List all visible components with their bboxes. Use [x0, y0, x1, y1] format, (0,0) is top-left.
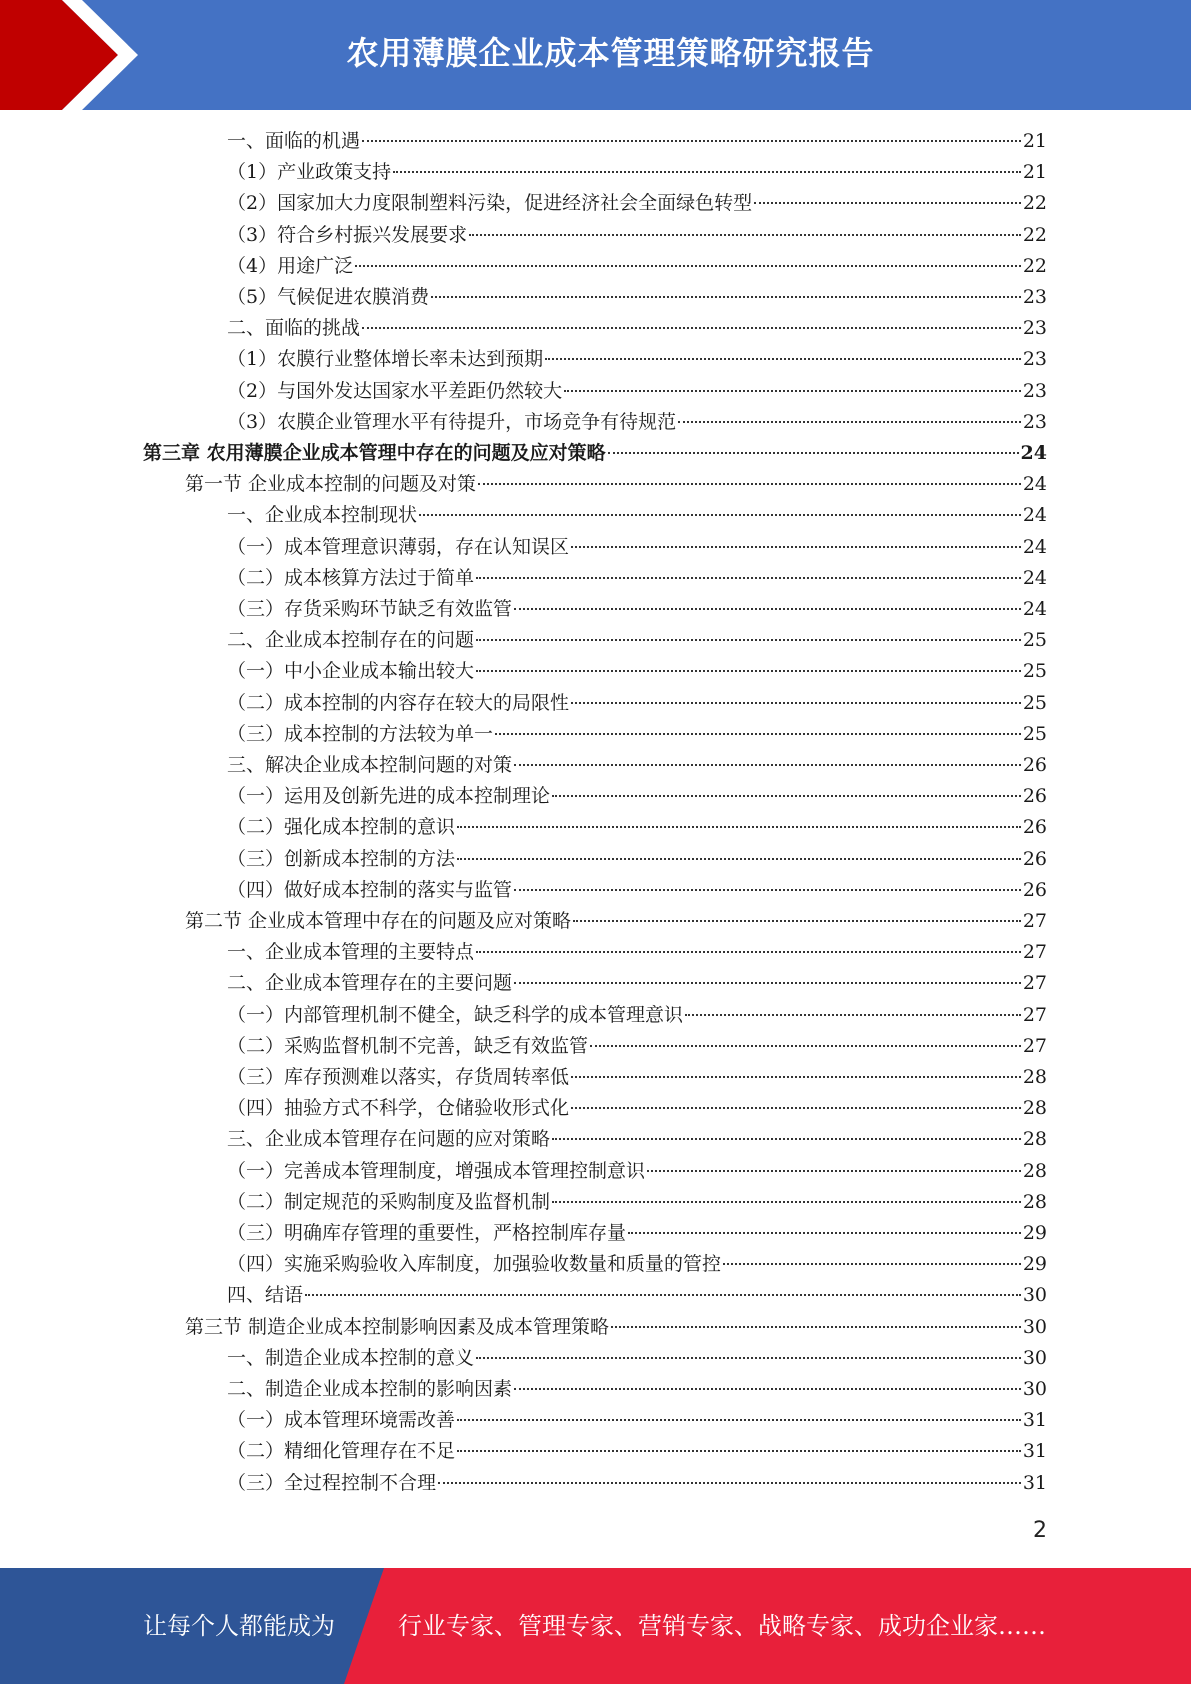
- toc-entry[interactable]: [227, 126, 1047, 157]
- toc-entry-page: 28: [1022, 1066, 1047, 1088]
- toc-entry[interactable]: [185, 469, 1047, 500]
- toc-entry[interactable]: [227, 719, 1047, 750]
- toc-entry-label: 第三章 农用薄膜企业成本管理中存在的问题及应对策略: [143, 442, 606, 464]
- toc-dot-leader: [571, 1106, 1021, 1109]
- toc-entry-label: 三、企业成本管理存在问题的应对策略: [227, 1128, 551, 1151]
- toc-entry[interactable]: [227, 1093, 1047, 1124]
- toc-entry[interactable]: [227, 844, 1047, 875]
- toc-entry[interactable]: [227, 407, 1047, 438]
- toc-entry-label: （一）成本管理环境需改善: [227, 1409, 456, 1432]
- toc-entry-page: 23: [1022, 286, 1047, 308]
- toc-dot-leader: [305, 1293, 1021, 1296]
- toc-dot-leader: [362, 326, 1021, 329]
- toc-entry[interactable]: [227, 1249, 1047, 1280]
- toc-entry-label: （三）全过程控制不合理: [227, 1471, 437, 1494]
- toc-entry-page: 27: [1022, 972, 1047, 995]
- toc-entry-page: 23: [1022, 410, 1047, 433]
- toc-entry-page: 23: [1022, 317, 1047, 340]
- toc-entry-label: （二）精细化管理存在不足: [227, 1440, 456, 1463]
- toc-entry[interactable]: [227, 1031, 1047, 1062]
- toc-dot-leader: [552, 794, 1021, 797]
- toc-entry-page: 29: [1022, 1253, 1047, 1276]
- toc-entry-page: 26: [1022, 754, 1047, 776]
- toc-entry-label: （三）创新成本控制的方法: [227, 847, 456, 870]
- toc-entry-label: 二、企业成本控制存在的问题: [227, 629, 475, 652]
- toc-dot-leader: [628, 1231, 1021, 1234]
- toc-entry[interactable]: [227, 344, 1047, 375]
- page-footer: [0, 1568, 1191, 1684]
- toc-entry[interactable]: [227, 1156, 1047, 1187]
- toc-dot-leader: [571, 701, 1021, 704]
- toc-entry-page: 24: [1022, 504, 1047, 527]
- toc-dot-leader: [514, 888, 1021, 891]
- toc-entry-label: （二）采购监督机制不完善，缺乏有效监管: [227, 1034, 589, 1057]
- toc-entry-label: （4）用途广泛: [227, 254, 354, 277]
- toc-entry[interactable]: [227, 251, 1047, 282]
- footer-slogan-right: 行业专家、管理专家、营销专家、战略专家、成功企业家……: [398, 1612, 1046, 1640]
- toc-entry[interactable]: [227, 688, 1047, 719]
- toc-dot-leader: [685, 1013, 1021, 1016]
- toc-entry-label: 第二节 企业成本管理中存在的问题及应对策略: [185, 910, 572, 932]
- toc-entry[interactable]: [227, 1468, 1047, 1499]
- toc-dot-leader: [514, 763, 1021, 766]
- toc-entry-label: （1）农膜行业整体增长率未达到预期: [227, 348, 544, 371]
- toc-entry-page: 25: [1022, 629, 1047, 652]
- toc-entry-page: 24: [1020, 442, 1047, 464]
- toc-dot-leader: [647, 1169, 1021, 1172]
- toc-entry[interactable]: [227, 937, 1047, 968]
- toc-entry[interactable]: [227, 313, 1047, 344]
- toc-entry-page: 21: [1022, 161, 1047, 184]
- toc-entry-page: 31: [1022, 1440, 1047, 1463]
- toc-entry-page: 26: [1022, 785, 1047, 808]
- toc-entry[interactable]: [227, 188, 1047, 219]
- toc-dot-leader: [754, 201, 1021, 204]
- toc-entry-label: （2）与国外发达国家水平差距仍然较大: [227, 379, 563, 402]
- toc-entry[interactable]: [227, 625, 1047, 656]
- toc-entry-label: （一）中小企业成本输出较大: [227, 660, 475, 683]
- toc-dot-leader: [723, 1262, 1021, 1265]
- toc-entry-page: 30: [1022, 1346, 1047, 1369]
- toc-entry[interactable]: [227, 594, 1047, 625]
- page-number: 2: [1033, 1518, 1047, 1543]
- toc-entry-page: 27: [1022, 941, 1047, 964]
- toc-dot-leader: [457, 1418, 1021, 1421]
- toc-entry-page: 25: [1022, 722, 1047, 745]
- toc-entry-label: （二）成本核算方法过于简单: [227, 566, 475, 589]
- footer-slogan-left: 让每个人都能成为: [143, 1612, 335, 1640]
- toc-dot-leader: [476, 1356, 1021, 1359]
- toc-entry[interactable]: [227, 656, 1047, 687]
- toc-dot-leader: [478, 482, 1021, 485]
- toc-entry-page: 23: [1022, 379, 1047, 402]
- toc-dot-leader: [476, 638, 1021, 641]
- toc-entry[interactable]: [227, 968, 1047, 999]
- toc-entry-page: 25: [1022, 691, 1047, 714]
- toc-entry-page: 24: [1022, 598, 1047, 620]
- toc-entry-label: （一）完善成本管理制度，增强成本管理控制意识: [227, 1159, 646, 1182]
- toc-entry[interactable]: [227, 812, 1047, 843]
- toc-entry-label: （三）成本控制的方法较为单一: [227, 722, 494, 745]
- report-title: 农用薄膜企业成本管理策略研究报告: [346, 34, 875, 72]
- toc-entry-page: 31: [1022, 1409, 1047, 1432]
- toc-entry-label: 一、制造企业成本控制的意义: [227, 1346, 475, 1369]
- toc-entry-label: 一、企业成本控制现状: [227, 504, 418, 527]
- toc-entry-label: （二）强化成本控制的意识: [227, 816, 456, 839]
- toc-dot-leader: [552, 1137, 1021, 1140]
- toc-entry[interactable]: [227, 220, 1047, 251]
- toc-dot-leader: [573, 919, 1021, 922]
- toc-entry-page: 31: [1022, 1471, 1047, 1494]
- toc-entry-label: （3）符合乡村振兴发展要求: [227, 223, 468, 246]
- toc-dot-leader: [476, 576, 1021, 579]
- toc-entry-page: 21: [1022, 130, 1047, 152]
- toc-entry-page: 28: [1022, 1128, 1047, 1151]
- toc-dot-leader: [362, 139, 1021, 142]
- toc-entry[interactable]: [227, 1343, 1047, 1374]
- toc-dot-leader: [678, 420, 1021, 423]
- toc-entry-page: 23: [1022, 348, 1047, 371]
- toc-entry-page: 25: [1022, 660, 1047, 683]
- toc-dot-leader: [571, 545, 1021, 548]
- toc-entry-label: 二、制造企业成本控制的影响因素: [227, 1378, 513, 1400]
- toc-entry-label: （一）运用及创新先进的成本控制理论: [227, 785, 551, 808]
- toc-dot-leader: [476, 950, 1021, 953]
- toc-entry[interactable]: [227, 1280, 1047, 1311]
- toc-entry-page: 24: [1022, 473, 1047, 496]
- toc-entry-label: （二）制定规范的采购制度及监督机制: [227, 1190, 551, 1213]
- toc-entry[interactable]: [227, 282, 1047, 313]
- toc-dot-leader: [495, 732, 1021, 735]
- toc-entry-label: （5）气候促进农膜消费: [227, 286, 430, 308]
- toc-dot-leader: [438, 1481, 1021, 1484]
- toc-dot-leader: [393, 170, 1021, 173]
- toc-entry[interactable]: [227, 532, 1047, 563]
- toc-entry-page: 22: [1022, 192, 1047, 215]
- toc-entry[interactable]: [227, 1187, 1047, 1218]
- toc-entry-label: （二）成本控制的内容存在较大的局限性: [227, 691, 570, 714]
- toc-entry-label: （1）产业政策支持: [227, 161, 392, 184]
- toc-dot-leader: [514, 981, 1021, 984]
- toc-entry-page: 24: [1022, 535, 1047, 558]
- toc-entry-label: （四）抽验方式不科学，仓储验收形式化: [227, 1097, 570, 1120]
- toc-entry-page: 24: [1022, 566, 1047, 589]
- toc-dot-leader: [608, 451, 1019, 454]
- toc-entry[interactable]: [227, 376, 1047, 407]
- toc-entry[interactable]: [227, 1124, 1047, 1155]
- toc-entry-label: 二、面临的挑战: [227, 317, 361, 340]
- toc-dot-leader: [476, 669, 1021, 672]
- toc-entry-label: （四）做好成本控制的落实与监管: [227, 878, 513, 901]
- toc-entry-page: 26: [1022, 816, 1047, 839]
- toc-dot-leader: [571, 1075, 1021, 1078]
- toc-entry-page: 28: [1022, 1097, 1047, 1120]
- toc-entry[interactable]: [227, 1000, 1047, 1031]
- toc-dot-leader: [590, 1044, 1021, 1047]
- toc-entry-label: 第三节 制造企业成本控制影响因素及成本管理策略: [185, 1315, 610, 1338]
- toc-entry-label: （2）国家加大力度限制塑料污染，促进经济社会全面绿色转型: [227, 192, 753, 215]
- toc-entry[interactable]: [227, 1218, 1047, 1249]
- toc-entry[interactable]: [227, 750, 1047, 781]
- toc-entry-page: 27: [1022, 910, 1047, 932]
- toc-entry-page: 30: [1022, 1315, 1047, 1338]
- toc-entry-label: 一、企业成本管理的主要特点: [227, 941, 475, 964]
- toc-entry-label: （一）成本管理意识薄弱，存在认知误区: [227, 535, 570, 558]
- toc-dot-leader: [545, 357, 1021, 360]
- toc-entry-label: （3）农膜企业管理水平有待提升，市场竞争有待规范: [227, 410, 677, 433]
- toc-dot-leader: [419, 513, 1021, 516]
- toc-entry-page: 30: [1022, 1378, 1047, 1400]
- toc-entry-page: 28: [1022, 1190, 1047, 1213]
- toc-entry-label: 四、结语: [227, 1284, 304, 1307]
- toc-entry[interactable]: [185, 906, 1047, 937]
- toc-entry-label: （三）库存预测难以落实，存货周转率低: [227, 1066, 570, 1088]
- toc-entry-label: （三）明确库存管理的重要性，严格控制库存量: [227, 1222, 627, 1244]
- toc-entry[interactable]: [227, 1062, 1047, 1093]
- toc-dot-leader: [514, 1387, 1021, 1390]
- toc-entry[interactable]: [227, 1436, 1047, 1467]
- toc-entry[interactable]: [185, 1312, 1047, 1343]
- toc-dot-leader: [552, 1200, 1021, 1203]
- toc-entry-page: 22: [1022, 223, 1047, 246]
- toc-entry-label: 第一节 企业成本控制的问题及对策: [185, 473, 477, 496]
- toc-entry-label: 三、解决企业成本控制问题的对策: [227, 754, 513, 776]
- toc-dot-leader: [469, 233, 1021, 236]
- toc-entry-label: （三）存货采购环节缺乏有效监管: [227, 598, 513, 620]
- toc-entry-label: （一）内部管理机制不健全，缺乏科学的成本管理意识: [227, 1003, 684, 1026]
- toc-dot-leader: [611, 1325, 1021, 1328]
- toc-entry-page: 29: [1022, 1222, 1047, 1244]
- toc-dot-leader: [564, 389, 1021, 392]
- toc-entry-page: 26: [1022, 847, 1047, 870]
- toc-entry-page: 28: [1022, 1159, 1047, 1182]
- toc-entry-page: 30: [1022, 1284, 1047, 1307]
- page-header: [0, 0, 1191, 110]
- toc-entry-page: 22: [1022, 254, 1047, 277]
- toc-entry-label: 二、企业成本管理存在的主要问题: [227, 972, 513, 995]
- toc-entry-page: 27: [1022, 1034, 1047, 1057]
- toc-entry[interactable]: [227, 781, 1047, 812]
- toc-entry[interactable]: [227, 1374, 1047, 1405]
- toc-entry-page: 27: [1022, 1003, 1047, 1026]
- toc-entry-label: （四）实施采购验收入库制度，加强验收数量和质量的管控: [227, 1253, 722, 1276]
- toc-dot-leader: [431, 295, 1021, 298]
- toc-dot-leader: [457, 1449, 1021, 1452]
- toc-dot-leader: [457, 857, 1021, 860]
- toc-entry[interactable]: [143, 438, 1047, 469]
- toc-entry[interactable]: [227, 500, 1047, 531]
- toc-entry[interactable]: [227, 157, 1047, 188]
- toc-dot-leader: [457, 825, 1021, 828]
- toc-entry[interactable]: [227, 875, 1047, 906]
- toc-entry-label: 一、面临的机遇: [227, 130, 361, 152]
- toc-entry[interactable]: [227, 563, 1047, 594]
- toc-dot-leader: [514, 607, 1021, 610]
- toc-entry-page: 26: [1022, 878, 1047, 901]
- toc-dot-leader: [355, 264, 1021, 267]
- toc-entry[interactable]: [227, 1405, 1047, 1436]
